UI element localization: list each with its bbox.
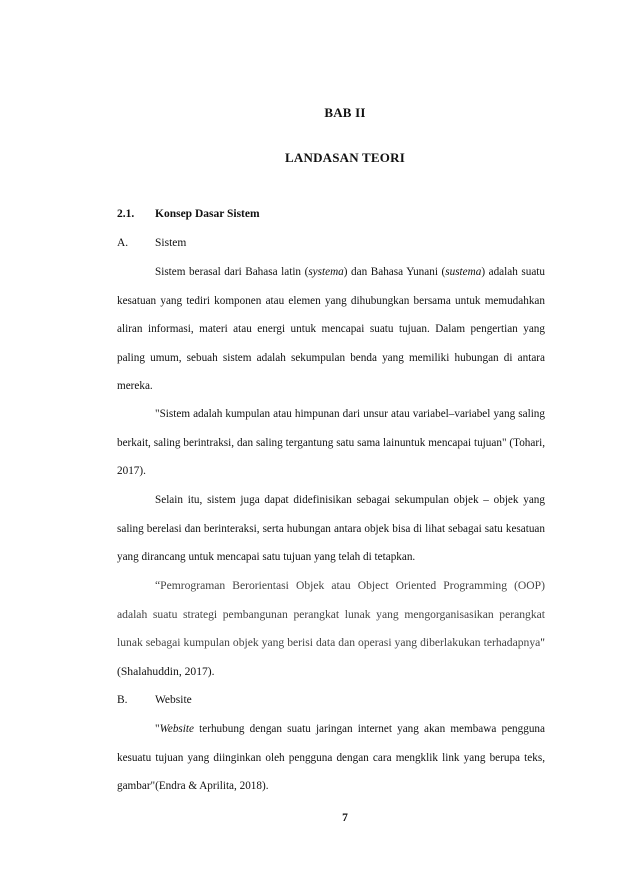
chapter-title: LANDASAN TEORI [285,150,405,165]
page-number: 7 [342,812,348,824]
section-heading [117,208,260,220]
p5-text: terhubung dengan suatu jaringan internet yang akan membawa pengguna kesuatu tujuan yang diinginkan oleh pengguna dengan cara mengklik link yang berupa teks, gambar"(Endra & Aprilita, 2018). [117,723,545,792]
subsection-b-heading [117,694,192,706]
paragraph-oop-quote [117,572,545,686]
p1-text-2: ) dan Bahasa Yunani ( [343,266,446,278]
chapter-heading: BAB II [324,105,366,120]
paragraph-sistem-definition [117,258,545,401]
p4-quote: “Pemrograman Berorientasi Objek atau Object Oriented Programming (OOP) adalah suatu strategi pembangunan perangkat lunak yang mengorganisasikan perangkat lunak sebagai kumpulan objek yang berisi data dan operasi yang diberlakukan terhadapnya [117,579,545,649]
section-number: 2.1. [117,208,135,220]
subsection-a-heading [117,237,186,249]
p5-open-quote: " [155,723,160,735]
subsection-b-label: B. [117,694,128,706]
p1-italic-sustema: sustema [445,266,482,278]
p1-italic-systema: systema [308,266,344,278]
p1-text-1: Sistem berasal dari Bahasa latin ( [155,266,309,278]
subsection-b-title: Website [155,694,192,706]
p5-italic-website: Website [159,723,194,735]
subsection-a-label: A. [117,237,129,249]
paragraph-website [117,715,545,801]
p1-text-3: ) adalah suatu kesatuan yang tediri komponen atau elemen yang dihubungkan bersama untuk memudahkan aliran informasi, materi atau energi untuk mencapai suatu tujuan. Dalam pengertian yang paling umum, sebuah sistem adalah sekumpulan benda yang memiliki hubungan di antara mereka. [117,266,545,392]
paragraph-sistem-quote: "Sistem adalah kumpulan atau himpunan dari unsur atau variabel–variabel yang saling berkait, saling berintraksi, dan saling tergantung satu sama lainuntuk mencapai tujuan" (Tohari, 2017). [117,408,545,477]
p4-citation: "(Shalahuddin, 2017). [117,636,545,678]
subsection-a-title: Sistem [155,237,187,249]
section-title: Konsep Dasar Sistem [155,208,260,220]
paragraph-sistem-objek: Selain itu, sistem juga dapat didefinisikan sebagai sekumpulan objek – objek yang saling berelasi dan berinteraksi, serta hubungan antara objek bisa di lihat sebagai satu kesatuan yang dirancang untuk mencapai satu tujuan yang telah di tetapkan. [117,494,545,563]
